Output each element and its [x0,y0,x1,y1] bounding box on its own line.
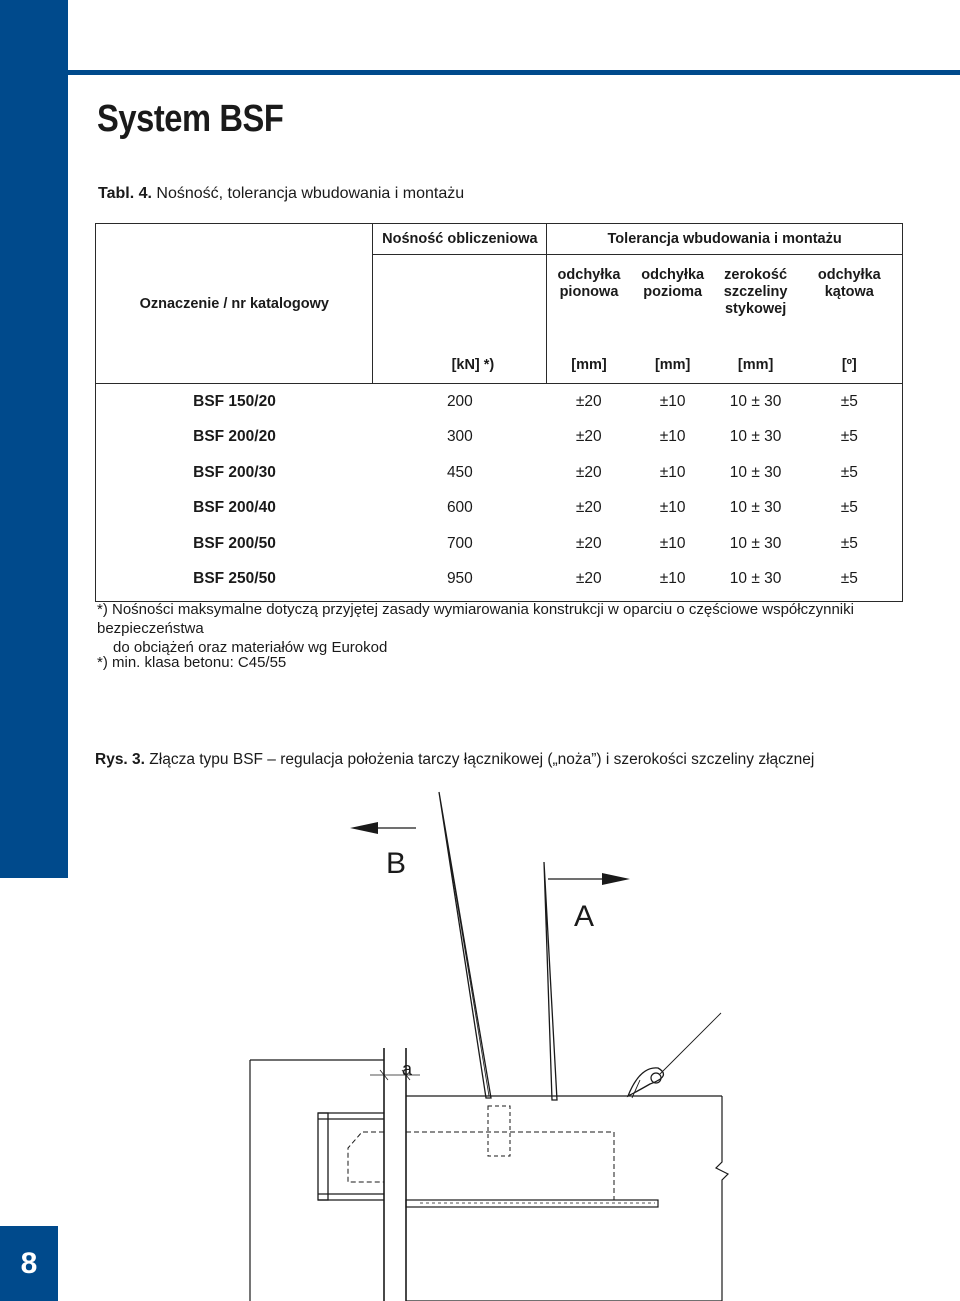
page-title: System BSF [97,98,284,140]
label-a-upper: A [574,900,595,933]
footnote-line-1: *) Nośności maksymalne dotyczą przyjętej zasady wymiarowania konstrukcji w oparciu o częściowe współczynniki bezpieczeństwa [97,601,854,637]
blade-b-inner [441,804,489,1096]
side-color-bar [0,0,68,878]
arrow-b-head [350,822,378,834]
label-a-lower: a [402,1059,413,1079]
footnote-capacity [97,600,897,657]
footnote-line-2: do obciążeń oraz materiałów wg Eurokod [113,639,388,656]
table-caption-label: Tabl. 4. [98,185,152,202]
header-capacity-blank [373,255,547,328]
header-capacity: Nośność obliczeniowa [373,224,547,255]
unit-capacity: [kN] *) [373,327,547,384]
header-gap-width: zerokość szczeliny stykowej [723,267,788,317]
header-rule [68,70,960,75]
beam-break-line [716,1096,728,1301]
figure-caption-label: Rys. 3. [95,751,145,768]
table-row: BSF 200/20 300 ±20 ±10 10 ± 30 ±5 [193,428,858,446]
blade-a [544,862,557,1100]
column-plate [318,1113,328,1200]
unit-horizontal: [mm] [631,327,715,384]
table-row: BSF 200/40 600 ±20 ±10 10 ± 30 ±5 [193,499,858,517]
figure-caption [95,751,814,769]
table-row: BSF 250/50 950 ±20 ±10 10 ± 30 ±5 [193,570,858,588]
header-tolerance: Tolerancja wbudowania i montażu [547,224,903,255]
unit-angle: [º] [797,327,903,384]
table-row: BSF 200/30 450 ±20 ±10 10 ± 30 ±5 [193,463,858,481]
arrow-a-head [602,873,630,885]
lifting-line [660,1013,721,1074]
header-horizontal-deviation: odchyłka pozioma [641,267,705,300]
header-angle-deviation: odchyłka kątowa [817,267,881,300]
unit-gap: [mm] [715,327,797,384]
table-caption-text: Nośność, tolerancja wbudowania i montażu [156,185,465,202]
table-row: BSF 200/50 700 ±20 ±10 10 ± 30 ±5 [193,534,858,552]
header-vertical-deviation: odchyłka pionowa [547,255,631,328]
unit-vertical: [mm] [547,327,631,384]
footnote-concrete-class: *) min. klasa betonu: C45/55 [97,654,287,671]
blade-pocket-dashed [488,1106,510,1156]
header-designation: Oznaczenie / nr katalogowy [96,224,373,384]
bsf-joint-drawing [0,780,960,1301]
table-row: BSF 150/20 200 ±20 ±10 10 ± 30 ±5 [193,392,858,410]
capacity-tolerance-table [95,223,903,602]
label-b: B [386,847,407,880]
figure-caption-text: Złącza typu BSF – regulacja położenia tarczy łącznikowej („noża”) i szerokości szczeliny złącznej [149,751,815,768]
column-anchor-dashed [348,1132,384,1182]
beam-bottom-plate [406,1200,658,1207]
page-number: 8 [20,1246,38,1280]
table-caption [98,185,464,203]
